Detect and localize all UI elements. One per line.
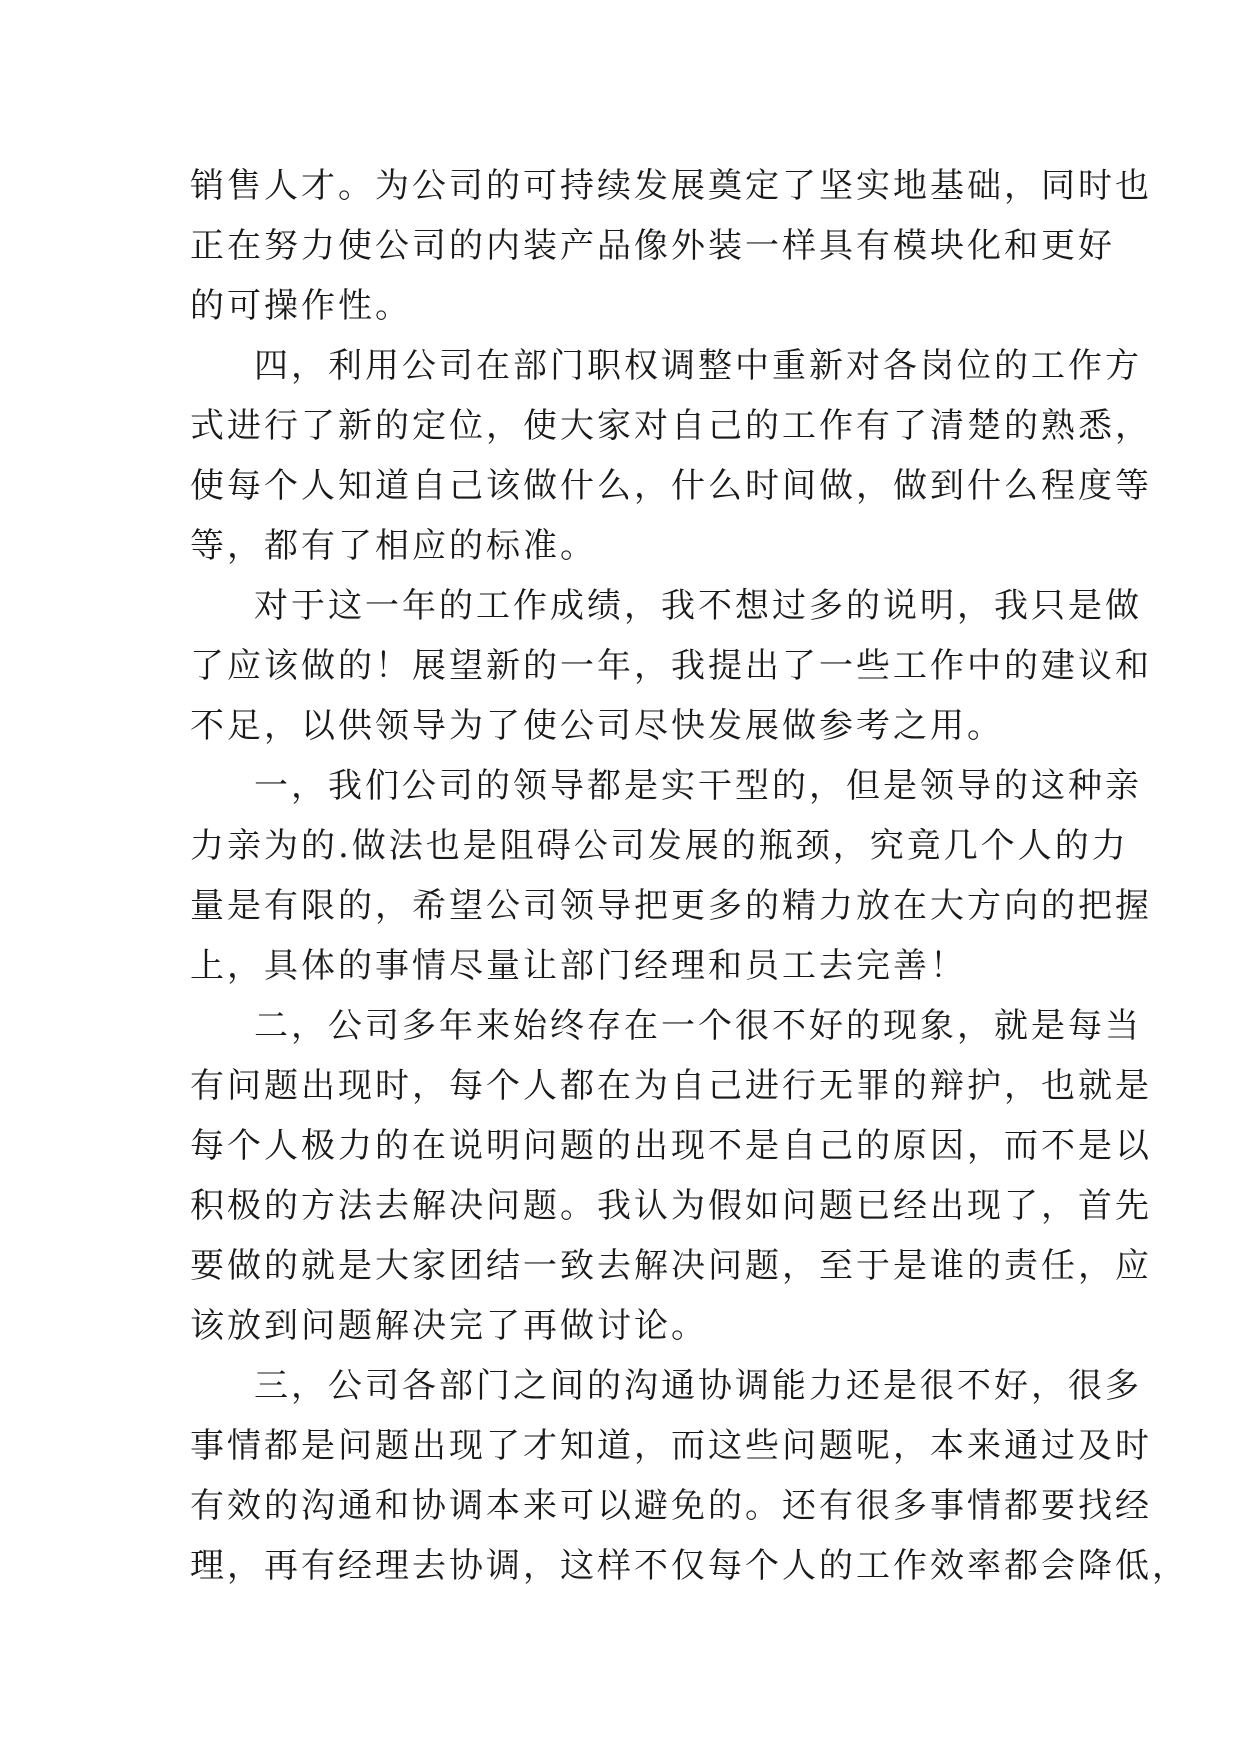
text-line: 有问题出现时，每个人都在为自己进行无罪的辩护，也就是 <box>190 1066 1152 1106</box>
text-line: 该放到问题解决完了再做讨论。 <box>190 1306 708 1346</box>
text-line: 三，公司各部门之间的沟通协调能力还是很不好，很多 <box>254 1366 1142 1406</box>
text-line: 理，再有经理去协调，这样不仅每个人的工作效率都会降低， <box>190 1546 1189 1586</box>
text-line: 不足，以供领导为了使公司尽快发展做参考之用。 <box>190 706 1004 746</box>
text-line: 积极的方法去解决问题。我认为假如问题已经出现了，首先 <box>190 1186 1152 1226</box>
text-line: 有效的沟通和协调本来可以避免的。还有很多事情都要找经 <box>190 1486 1152 1526</box>
text-line: 式进行了新的定位，使大家对自己的工作有了清楚的熟悉， <box>190 406 1152 446</box>
text-line: 力亲为的.做法也是阻碍公司发展的瓶颈，究竟几个人的力 <box>190 826 1129 866</box>
text-line: 对于这一年的工作成绩，我不想过多的说明，我只是做 <box>254 586 1142 626</box>
text-line: 等，都有了相应的标准。 <box>190 526 597 566</box>
text-line: 四，利用公司在部门职权调整中重新对各岗位的工作方 <box>254 346 1142 386</box>
text-line: 二，公司多年来始终存在一个很不好的现象，就是每当 <box>254 1006 1142 1046</box>
text-line: 上，具体的事情尽量让部门经理和员工去完善！ <box>190 946 967 986</box>
text-line: 量是有限的，希望公司领导把更多的精力放在大方向的把握 <box>190 886 1152 926</box>
text-line: 正在努力使公司的内装产品像外装一样具有模块化和更好 <box>190 226 1115 266</box>
text-line: 的可操作性。 <box>190 286 412 326</box>
text-line: 事情都是问题出现了才知道，而这些问题呢，本来通过及时 <box>190 1426 1152 1466</box>
text-line: 要做的就是大家团结一致去解决问题，至于是谁的责任，应 <box>190 1246 1152 1286</box>
text-line: 了应该做的！展望新的一年，我提出了一些工作中的建议和 <box>190 646 1152 686</box>
text-line: 一，我们公司的领导都是实干型的，但是领导的这种亲 <box>254 766 1142 806</box>
text-line: 每个人极力的在说明问题的出现不是自己的原因，而不是以 <box>190 1126 1152 1166</box>
document-body <box>190 156 1189 1596</box>
text-line: 销售人才。为公司的可持续发展奠定了坚实地基础，同时也 <box>190 166 1152 206</box>
text-line: 使每个人知道自己该做什么，什么时间做，做到什么程度等 <box>190 466 1152 506</box>
